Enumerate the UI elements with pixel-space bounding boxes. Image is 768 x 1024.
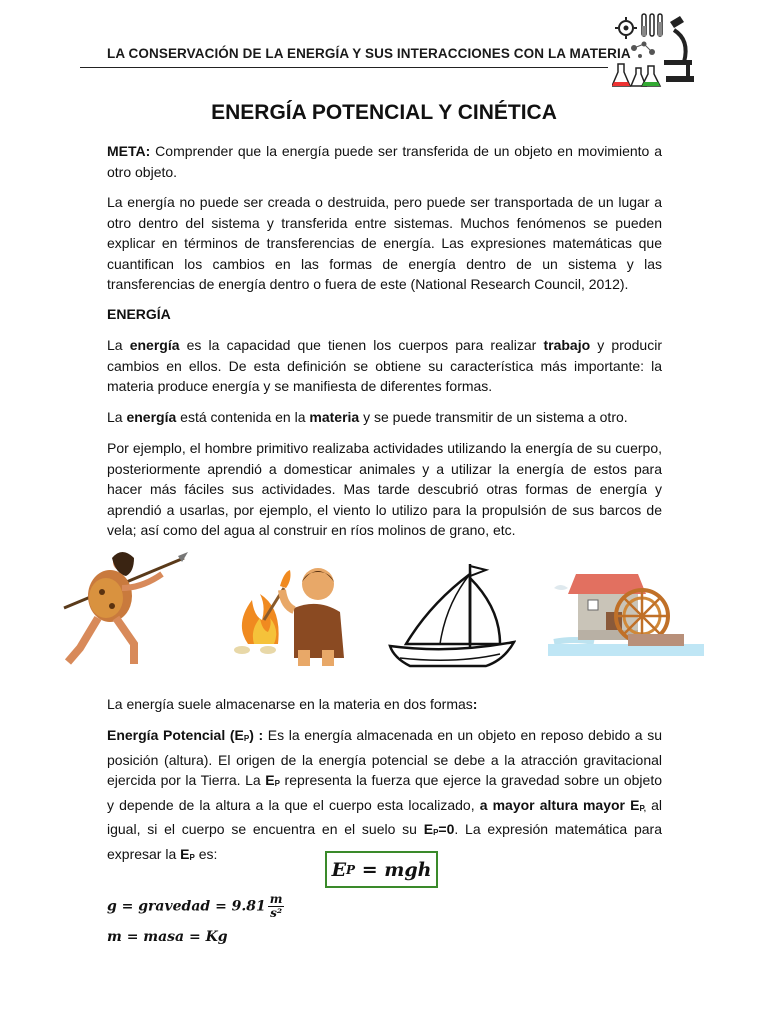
example-paragraph: Por ejemplo, el hombre primitivo realizaba actividades utilizando la energía de su cuerpo, posteriormente aprendió a domesticar animales y a utilizar la energía de estos para hacer más fáciles sus actividades. Mas tarde descubrió otras formas de energía y aprendió a usarlas, por ejemplo, el viento lo utilizo para la propulsión de sus barcos de vela; así como del agua al construir en ríos molinos de grano, etc.: [107, 440, 662, 538]
matter-paragraph: La energía está contenida en la materia y se puede transmitir de un sistema a otro.: [107, 409, 628, 425]
gravity-definition: g = gravedad = 9.81 $\frac{m}{\text{s²}}$: [107, 892, 283, 920]
section-heading: ENERGÍA: [107, 306, 171, 322]
potential-energy-paragraph: Energía Potencial $(E_P)$ : Es la energía almacenada en un objeto en reposo debido a su posición (altura). El origen de la energía potencial se debe a la atracción gravitacional ejercida por la Tierra. La $E_P$ representa la fuerza que ejerce la gravedad sobre un objeto y depende de la altura a la que el cuerpo esta localizado, a mayor altura mayor $E_{P,}$ al igual, si el cuerpo se encuentra en el suelo su $E_P=0$. La expresión matemática para expresar la $E_P$ es:: [107, 727, 663, 862]
goal-paragraph: [107, 141, 662, 182]
definition-paragraph: La energía es la capacidad que tienen los cuerpos para realizar trabajo y producir cambios en ellos. De esta definición se obtiene su característica más importante: la materia produce energía y se manifiesta de diferentes formas.: [107, 337, 662, 394]
sailboat-illustration: [388, 560, 516, 678]
mass-definition: m = masa = Kg: [107, 929, 228, 945]
header-divider: [80, 67, 608, 68]
storage-paragraph: La energía suele almacenarse en la materia en dos formas:: [107, 696, 478, 712]
caveman-fire-illustration: [228, 564, 348, 668]
potential-energy-formula: E P = mgh: [325, 851, 438, 888]
caveman-hunting-illustration: [58, 548, 188, 672]
goal-label: META:: [107, 143, 151, 159]
intro-paragraph: La energía no puede ser creada o destruida, pero puede ser transportada de un lugar a otro dentro del sistema y transferida entre sistemas. Muchos fenómenos se pueden explicar en términos de transferencias de energía. Las expresiones matemáticas que cuantifican los cambios en las formas de energía dentro de un sistema y las transferencias de energía dentro o fuera de este (National Research Council, 2012).: [107, 194, 662, 292]
science-lab-icon: [612, 12, 696, 90]
goal-text: Comprender que la energía puede ser transferida de un objeto en movimiento a otro objeto.: [107, 143, 662, 180]
header-title: LA CONSERVACIÓN DE LA ENERGÍA Y SUS INTERACCIONES CON LA MATERIA: [107, 46, 631, 61]
document-title: ENERGÍA POTENCIAL Y CINÉTICA: [211, 101, 557, 124]
watermill-illustration: [548, 570, 704, 656]
